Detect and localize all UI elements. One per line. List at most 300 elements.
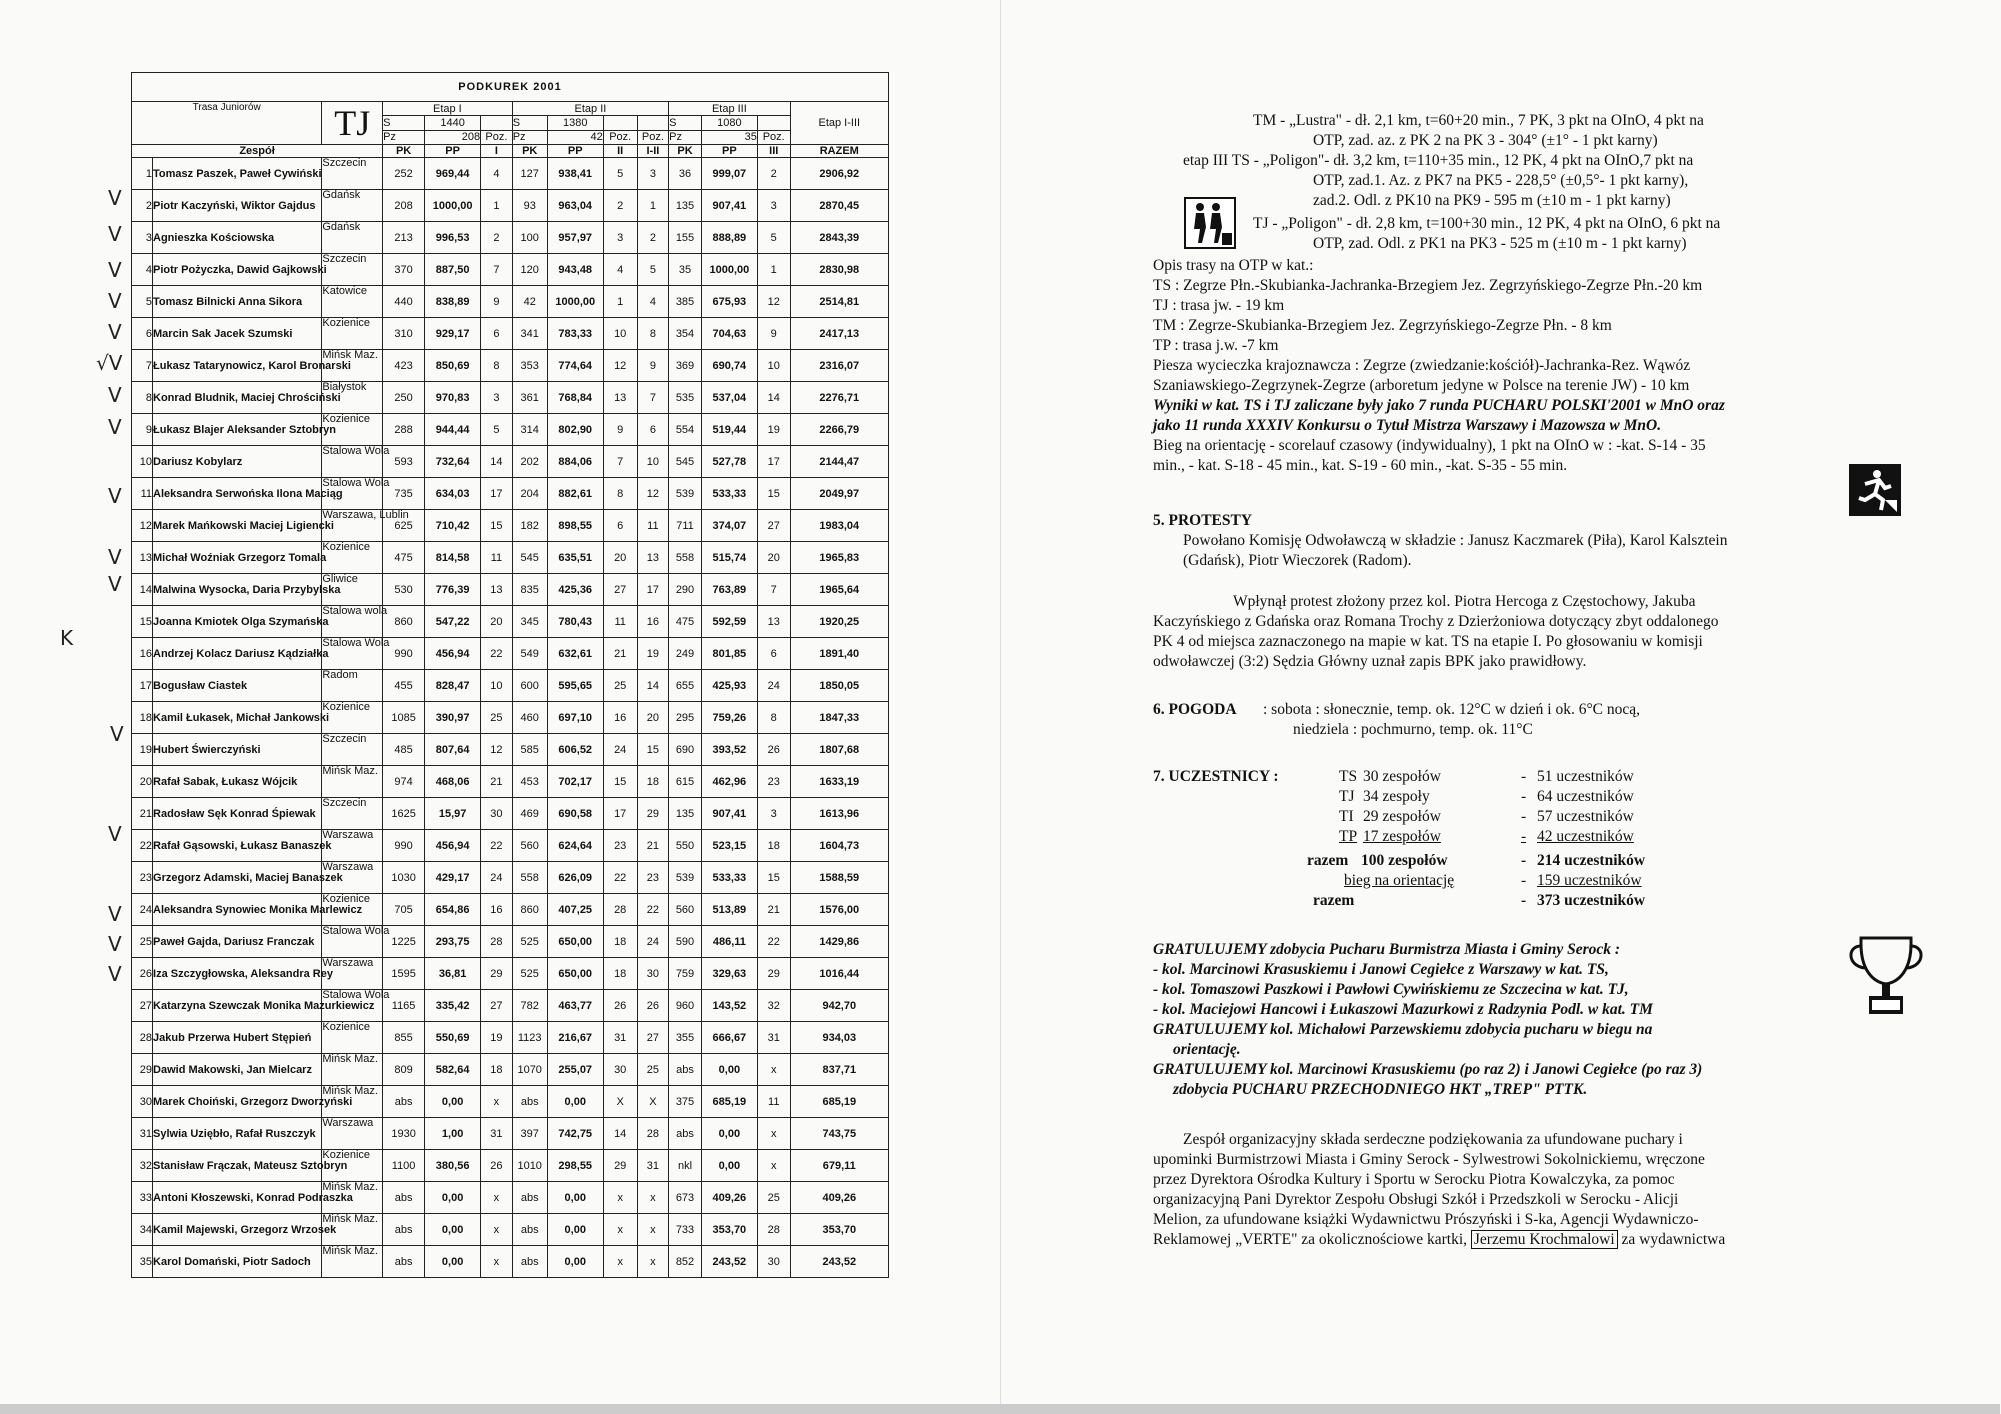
table-row xyxy=(132,702,889,734)
team-name: Radosław Sęk Konrad Śpiewak xyxy=(153,798,322,830)
cell-p2: 14 xyxy=(603,1118,637,1150)
cell-pk3: 354 xyxy=(669,318,702,350)
row-number: 11 xyxy=(132,478,153,510)
cell-p3: x xyxy=(757,1054,790,1086)
cell-razem: 1613,96 xyxy=(790,798,888,830)
cell-pk2: 1070 xyxy=(512,1054,547,1086)
wyniki2: jako 11 runda XXXIV Konkursu o Tytuł Mistrza Warszawy i Mazowsza w MnO. xyxy=(1153,417,1662,434)
team-name: Hubert Świerczyński xyxy=(153,734,322,766)
cell-p12: 16 xyxy=(637,606,669,638)
cell-p2: 3 xyxy=(603,222,637,254)
protesty1: Powołano Komisję Odwoławczą w składzie : Janusz Kaczmarek (Piła), Karol Kalsztein xyxy=(1183,532,1728,549)
cell-pp1: 380,56 xyxy=(425,1150,481,1182)
team-name: Andrzej Kolacz Dariusz Kądziałka xyxy=(153,638,322,670)
cell-pk3: 590 xyxy=(669,926,702,958)
cell-pp3: 462,96 xyxy=(701,766,757,798)
cell-pk2: 127 xyxy=(512,158,547,190)
cell-p1: 24 xyxy=(481,862,513,894)
cell-pp2: 882,61 xyxy=(547,478,603,510)
cell-pk1: 1225 xyxy=(383,926,425,958)
cell-pp2: 802,90 xyxy=(547,414,603,446)
piesza1: Piesza wycieczka krajoznawcza : Zegrze (zwiedzanie:kościół)-Jachranka-Rez. Wąwóz xyxy=(1153,357,1691,374)
participants-dash: - xyxy=(1521,828,1527,845)
cell-p12: X xyxy=(637,1086,669,1118)
participants-teams: 34 zespoły xyxy=(1363,788,1430,805)
cell-pp2: 595,65 xyxy=(547,670,603,702)
poz2: Poz. xyxy=(603,130,637,144)
razem2-dash: - xyxy=(1521,892,1527,909)
cell-p2: 15 xyxy=(603,766,637,798)
cell-pk3: 554 xyxy=(669,414,702,446)
team-name: Kamil Łukasek, Michał Jankowski xyxy=(153,702,322,734)
cell-p12: 6 xyxy=(637,414,669,446)
cell-p2: x xyxy=(603,1214,637,1246)
cell-p12: 2 xyxy=(637,222,669,254)
results-table xyxy=(131,72,889,1278)
row-number: 2 xyxy=(132,190,153,222)
cell-p1: 27 xyxy=(481,990,513,1022)
cell-p3: 11 xyxy=(757,1086,790,1118)
team-city: Warszawa xyxy=(322,830,383,862)
cell-pk2: 202 xyxy=(512,446,547,478)
cell-p2: 10 xyxy=(603,318,637,350)
cell-p2: 23 xyxy=(603,830,637,862)
cell-pk3: 550 xyxy=(669,830,702,862)
cell-pk1: 809 xyxy=(383,1054,425,1086)
tj-line1: TJ - „Poligon" - dł. 2,8 km, t=100+30 min., 12 PK, 4 pkt na OInO, 6 pkt na xyxy=(1253,215,1721,232)
team-city: Kozienice xyxy=(322,894,383,926)
team-name: Agnieszka Kościowska xyxy=(153,222,322,254)
participants-count: 57 uczestników xyxy=(1537,808,1634,825)
cell-pp3: 907,41 xyxy=(701,190,757,222)
cell-pk2: 525 xyxy=(512,958,547,990)
razem-h: RAZEM xyxy=(790,145,888,158)
cell-pk3: 733 xyxy=(669,1214,702,1246)
c3-h: III xyxy=(757,145,790,158)
team-city: Warszawa, Lublin xyxy=(322,510,383,542)
participants-teams: 17 zespołów xyxy=(1363,828,1441,845)
cell-pp3: 519,44 xyxy=(701,414,757,446)
thanks1: Zespół organizacyjny składa serdeczne podziękowania za ufundowane puchary i xyxy=(1183,1131,1683,1148)
cell-p2: 18 xyxy=(603,958,637,990)
cell-pk1: 1625 xyxy=(383,798,425,830)
cell-p12: 25 xyxy=(637,1054,669,1086)
team-name: Piotr Kaczyński, Wiktor Gajdus xyxy=(153,190,322,222)
table-row xyxy=(132,638,889,670)
cell-pp1: 944,44 xyxy=(425,414,481,446)
cell-p3: 9 xyxy=(757,318,790,350)
cell-razem: 1576,00 xyxy=(790,894,888,926)
team-city: Stalowa Wola xyxy=(322,478,383,510)
cell-pk3: 960 xyxy=(669,990,702,1022)
cell-p12: 22 xyxy=(637,894,669,926)
team-city: Warszawa xyxy=(322,1118,383,1150)
cell-razem: 1807,68 xyxy=(790,734,888,766)
table-row xyxy=(132,350,889,382)
cell-p1: x xyxy=(481,1086,513,1118)
cell-pk1: 1100 xyxy=(383,1150,425,1182)
cell-pp3: 374,07 xyxy=(701,510,757,542)
row-number: 20 xyxy=(132,766,153,798)
cell-p1: 1 xyxy=(481,190,513,222)
thanks3: przez Dyrektora Ośrodka Kultury i Sportu w Serocku Piotra Kowalczyka, za pomoc xyxy=(1153,1171,1675,1188)
team-city: Mińsk Maz. xyxy=(322,766,383,798)
cell-p12: 31 xyxy=(637,1150,669,1182)
cell-p2: 17 xyxy=(603,798,637,830)
team-city: Warszawa xyxy=(322,958,383,990)
team-name: Grzegorz Adamski, Maciej Banaszek xyxy=(153,862,322,894)
cell-pp1: 36,81 xyxy=(425,958,481,990)
cell-pp1: 850,69 xyxy=(425,350,481,382)
cell-p2: 6 xyxy=(603,510,637,542)
team-city: Gdańsk xyxy=(322,190,383,222)
team-city: Szczecin xyxy=(322,254,383,286)
cell-pk1: 593 xyxy=(383,446,425,478)
cell-pp3: 515,74 xyxy=(701,542,757,574)
e2-pz: 42 xyxy=(547,130,603,144)
cell-p3: 18 xyxy=(757,830,790,862)
team-city: Kozienice xyxy=(322,542,383,574)
cell-p2: 26 xyxy=(603,990,637,1022)
team-name: Dariusz Kobylarz xyxy=(153,446,322,478)
row-number: 17 xyxy=(132,670,153,702)
cell-p2: 24 xyxy=(603,734,637,766)
cell-p3: 25 xyxy=(757,1182,790,1214)
cell-pk2: 469 xyxy=(512,798,547,830)
cell-pk1: 625 xyxy=(383,510,425,542)
cell-pk1: 252 xyxy=(383,158,425,190)
cell-pp2: 298,55 xyxy=(547,1150,603,1182)
cell-pp3: 533,33 xyxy=(701,862,757,894)
handwritten-check-mark: V xyxy=(108,320,122,344)
table-row xyxy=(132,286,889,318)
cell-pp3: 329,63 xyxy=(701,958,757,990)
cell-p2: 29 xyxy=(603,1150,637,1182)
cell-pp2: 216,67 xyxy=(547,1022,603,1054)
cell-pp3: 0,00 xyxy=(701,1118,757,1150)
cell-pp2: 0,00 xyxy=(547,1182,603,1214)
cell-pp2: 624,64 xyxy=(547,830,603,862)
table-row xyxy=(132,574,889,606)
team-name: Tomasz Bilnicki Anna Sikora xyxy=(153,286,322,318)
cell-p12: 17 xyxy=(637,574,669,606)
cell-p2: 30 xyxy=(603,1054,637,1086)
cell-razem: 2049,97 xyxy=(790,478,888,510)
cell-pk2: 353 xyxy=(512,350,547,382)
cell-p2: 28 xyxy=(603,894,637,926)
cell-pp3: 592,59 xyxy=(701,606,757,638)
handwritten-check-mark: V xyxy=(108,258,122,282)
pk2-h: PK xyxy=(512,145,547,158)
pk3-h: PK xyxy=(669,145,702,158)
cell-pk1: 208 xyxy=(383,190,425,222)
cell-p2: 11 xyxy=(603,606,637,638)
table-row xyxy=(132,158,889,190)
c12-h: I-II xyxy=(637,145,669,158)
table-row xyxy=(132,1022,889,1054)
cell-p1: x xyxy=(481,1214,513,1246)
cell-pp3: 143,52 xyxy=(701,990,757,1022)
participants-category: TP xyxy=(1339,828,1358,845)
cell-pp1: 814,58 xyxy=(425,542,481,574)
cell-razem: 942,70 xyxy=(790,990,888,1022)
team-city: Katowice xyxy=(322,286,383,318)
cell-p1: 5 xyxy=(481,414,513,446)
team-city: Mińsk Maz. xyxy=(322,1214,383,1246)
pp1-h: PP xyxy=(425,145,481,158)
handwritten-check-mark: V xyxy=(108,222,122,246)
cell-pk1: 1595 xyxy=(383,958,425,990)
cell-p1: 20 xyxy=(481,606,513,638)
cell-p1: 9 xyxy=(481,286,513,318)
cell-p3: 1 xyxy=(757,254,790,286)
cell-pk2: 341 xyxy=(512,318,547,350)
handwritten-check-mark: V xyxy=(108,289,122,313)
row-number: 1 xyxy=(132,158,153,190)
cell-p3: 13 xyxy=(757,606,790,638)
row-number: 6 xyxy=(132,318,153,350)
c2-h: II xyxy=(603,145,637,158)
row-number: 30 xyxy=(132,1086,153,1118)
handwritten-check-mark: V xyxy=(108,545,122,569)
team-name: Iza Szczygłowska, Aleksandra Rey xyxy=(153,958,322,990)
table-title: PODKUREK 2001 xyxy=(132,73,889,102)
participants-category: TI xyxy=(1339,808,1354,825)
cell-pp3: 704,63 xyxy=(701,318,757,350)
cell-pk3: 539 xyxy=(669,862,702,894)
zespol-header: Zespół xyxy=(132,145,383,158)
grat4: - kol. Maciejowi Hancowi i Łukaszowi Mazurkowi z Radzynia Podl. w kat. TM xyxy=(1153,1001,1653,1018)
cell-pk1: 455 xyxy=(383,670,425,702)
cell-pp3: 393,52 xyxy=(701,734,757,766)
team-city: Radom xyxy=(322,670,383,702)
pogoda2: niedziela : pochmurno, temp. ok. 11°C xyxy=(1293,721,1533,738)
cell-pp2: 635,51 xyxy=(547,542,603,574)
cell-p12: 13 xyxy=(637,542,669,574)
cell-pp3: 353,70 xyxy=(701,1214,757,1246)
pz3: Pz xyxy=(669,130,702,144)
cell-p2: 22 xyxy=(603,862,637,894)
cell-pk1: 370 xyxy=(383,254,425,286)
cell-p2: x xyxy=(603,1246,637,1278)
etap3-header: Etap III xyxy=(669,102,790,116)
razem1-teams: 100 zespołów xyxy=(1361,852,1448,869)
cell-pp3: 801,85 xyxy=(701,638,757,670)
bieg2: min., - kat. S-18 - 45 min., kat. S-19 - 60 min., -kat. S-35 - 55 min. xyxy=(1153,457,1568,474)
cell-pp1: 710,42 xyxy=(425,510,481,542)
cell-pk2: 1123 xyxy=(512,1022,547,1054)
cell-pp3: 0,00 xyxy=(701,1150,757,1182)
cell-pk3: 560 xyxy=(669,894,702,926)
cell-pp2: 650,00 xyxy=(547,926,603,958)
cell-razem: 2144,47 xyxy=(790,446,888,478)
cell-p3: 28 xyxy=(757,1214,790,1246)
cell-p1: 21 xyxy=(481,766,513,798)
cell-p1: 10 xyxy=(481,670,513,702)
handwritten-check-mark: V xyxy=(108,932,122,956)
cell-pk2: 453 xyxy=(512,766,547,798)
cell-p12: 29 xyxy=(637,798,669,830)
team-name: Marek Choiński, Grzegorz Dworzyński xyxy=(153,1086,322,1118)
s1: S xyxy=(383,116,425,130)
row-number: 23 xyxy=(132,862,153,894)
table-row xyxy=(132,446,889,478)
table-row xyxy=(132,926,889,958)
handwritten-check-mark: V xyxy=(108,484,122,508)
row-number: 22 xyxy=(132,830,153,862)
cell-pp3: 907,41 xyxy=(701,798,757,830)
protest-p3: PK 4 od miejsca zaznaczonego na mapie w kat. TS na etapie I. Po głosowaniu w komisji xyxy=(1153,633,1703,650)
ts-line2: OTP, zad.1. Az. z PK7 na PK5 - 228,5° (±0,5°- 1 pkt karny), xyxy=(1313,172,1689,189)
team-city: Stalowa Wola xyxy=(322,926,383,958)
team-name: Karol Domański, Piotr Sadoch xyxy=(153,1246,322,1278)
row-number: 15 xyxy=(132,606,153,638)
cell-p3: 24 xyxy=(757,670,790,702)
cell-razem: 2316,07 xyxy=(790,350,888,382)
thanks4: organizacyjną Pani Dyrektor Zespołu Obsługi Szkół i Przedszkoli w Serocku - Alicji xyxy=(1153,1191,1679,1208)
cell-pp3: 513,89 xyxy=(701,894,757,926)
cell-pk1: 475 xyxy=(383,542,425,574)
cell-pp2: 0,00 xyxy=(547,1214,603,1246)
cell-p12: 3 xyxy=(637,158,669,190)
cell-pk3: 690 xyxy=(669,734,702,766)
team-name: Katarzyna Szewczak Monika Mazurkiewicz xyxy=(153,990,322,1022)
cell-pp1: 1000,00 xyxy=(425,190,481,222)
cell-pk3: 369 xyxy=(669,350,702,382)
cell-pk3: 355 xyxy=(669,1022,702,1054)
handwritten-check-mark: V xyxy=(110,722,124,746)
row-number: 8 xyxy=(132,382,153,414)
cell-p1: 22 xyxy=(481,830,513,862)
cell-razem: 1965,83 xyxy=(790,542,888,574)
cell-p2: 27 xyxy=(603,574,637,606)
protest-p4: odwoławczej (3:2) Sędzia Główny uznał zapis BPK jako prawidłowy. xyxy=(1153,653,1587,670)
cell-razem: 1016,44 xyxy=(790,958,888,990)
cell-pk3: 35 xyxy=(669,254,702,286)
cell-pp3: 409,26 xyxy=(701,1182,757,1214)
cell-p12: 1 xyxy=(637,190,669,222)
team-name: Rafał Gąsowski, Łukasz Banaszek xyxy=(153,830,322,862)
cell-p12: 11 xyxy=(637,510,669,542)
tm-line2: OTP, zad. az. z PK 2 na PK 3 - 304° (±1° - 1 pkt karny) xyxy=(1313,132,1658,149)
pogoda-heading: 6. POGODA xyxy=(1153,701,1237,718)
team-city: Mińsk Maz. xyxy=(322,1086,383,1118)
handwritten-check-mark: V xyxy=(108,186,122,210)
wyniki1: Wyniki w kat. TS i TJ zaliczane były jako 7 runda PUCHARU POLSKI'2001 w MnO oraz xyxy=(1153,397,1725,414)
cell-p1: 31 xyxy=(481,1118,513,1150)
cell-pk2: abs xyxy=(512,1086,547,1118)
grat5: GRATULUJEMY kol. Michałowi Parzewskiemu zdobycia pucharu w biegu na xyxy=(1153,1021,1653,1038)
pz1: Pz xyxy=(383,130,425,144)
table-row xyxy=(132,1086,889,1118)
cell-pk2: 314 xyxy=(512,414,547,446)
cell-pk1: 440 xyxy=(383,286,425,318)
team-name: Jakub Przerwa Hubert Stępień xyxy=(153,1022,322,1054)
cell-p2: 31 xyxy=(603,1022,637,1054)
cell-razem: 2843,39 xyxy=(790,222,888,254)
row-number: 34 xyxy=(132,1214,153,1246)
team-city: Mińsk Maz. xyxy=(322,1182,383,1214)
cell-p3: 23 xyxy=(757,766,790,798)
cell-pp3: 666,67 xyxy=(701,1022,757,1054)
cell-p1: 18 xyxy=(481,1054,513,1086)
handwritten-check-mark: K xyxy=(60,626,74,650)
cell-pk2: 525 xyxy=(512,926,547,958)
cell-pk3: 558 xyxy=(669,542,702,574)
cell-razem: 353,70 xyxy=(790,1214,888,1246)
cell-pp3: 523,15 xyxy=(701,830,757,862)
team-city: Kozienice xyxy=(322,318,383,350)
cell-p2: 2 xyxy=(603,190,637,222)
opis: Opis trasy na OTP w kat.: xyxy=(1153,257,1314,274)
team-name: Sylwia Uziębło, Rafał Ruszczyk xyxy=(153,1118,322,1150)
cell-pk2: abs xyxy=(512,1182,547,1214)
cell-razem: 679,11 xyxy=(790,1150,888,1182)
cell-pk1: 310 xyxy=(383,318,425,350)
cell-p2: X xyxy=(603,1086,637,1118)
table-row xyxy=(132,1118,889,1150)
cell-p12: 8 xyxy=(637,318,669,350)
thanks6c: za wydawnictwa xyxy=(1621,1231,1726,1248)
etap13-header: Etap I-III xyxy=(790,102,888,145)
cell-p3: 10 xyxy=(757,350,790,382)
cell-p12: 23 xyxy=(637,862,669,894)
cell-pp2: 463,77 xyxy=(547,990,603,1022)
cell-p2: 20 xyxy=(603,542,637,574)
cell-p12: x xyxy=(637,1214,669,1246)
cell-p1: 2 xyxy=(481,222,513,254)
cell-p12: x xyxy=(637,1246,669,1278)
protest-p2: Kaczyńskiego z Gdańska oraz Romana Trochy z Dzierżoniowa dotyczący zbyt oddalonego xyxy=(1153,613,1719,630)
cell-pp2: 943,48 xyxy=(547,254,603,286)
cell-pk1: 990 xyxy=(383,830,425,862)
cell-pp1: 550,69 xyxy=(425,1022,481,1054)
cell-pp1: 390,97 xyxy=(425,702,481,734)
row-number: 10 xyxy=(132,446,153,478)
table-row xyxy=(132,766,889,798)
cell-p3: 12 xyxy=(757,286,790,318)
cell-p2: 1 xyxy=(603,286,637,318)
razem2-people: 373 uczestników xyxy=(1537,892,1646,909)
cell-razem: 2276,71 xyxy=(790,382,888,414)
team-city: Stalowa Wola xyxy=(322,638,383,670)
cell-p2: 21 xyxy=(603,638,637,670)
right-page xyxy=(1000,0,2001,1414)
cell-p1: 25 xyxy=(481,702,513,734)
table-row xyxy=(132,478,889,510)
cell-p12: 12 xyxy=(637,478,669,510)
cell-p2: 25 xyxy=(603,670,637,702)
cell-p12: 21 xyxy=(637,830,669,862)
c1-h: I xyxy=(481,145,513,158)
thanks2: upominki Burmistrzowi Miasta i Gminy Serock - Sylwestrowi Sokolnickiemu, wręczone xyxy=(1153,1151,1705,1168)
cell-p3: 22 xyxy=(757,926,790,958)
participants-count: 51 uczestników xyxy=(1537,768,1634,785)
team-name: Marcin Sak Jacek Szumski xyxy=(153,318,322,350)
cell-pp2: 0,00 xyxy=(547,1086,603,1118)
table-row xyxy=(132,606,889,638)
team-city: Mińsk Maz. xyxy=(322,1054,383,1086)
cell-pk2: 120 xyxy=(512,254,547,286)
thanks6a: Reklamowej „VERTE" za okolicznościowe kartki, xyxy=(1153,1231,1468,1248)
cell-pk1: 1930 xyxy=(383,1118,425,1150)
opis-ts: TS : Zegrze Płn.-Skubianka-Jachranka-Brzegiem Jez. Zegrzyńskiego-Zegrze Płn.-20 km xyxy=(1153,277,1703,294)
cell-pp1: 634,03 xyxy=(425,478,481,510)
cell-razem: 2266,79 xyxy=(790,414,888,446)
row-number: 24 xyxy=(132,894,153,926)
cell-pk2: 345 xyxy=(512,606,547,638)
cell-p12: 14 xyxy=(637,670,669,702)
